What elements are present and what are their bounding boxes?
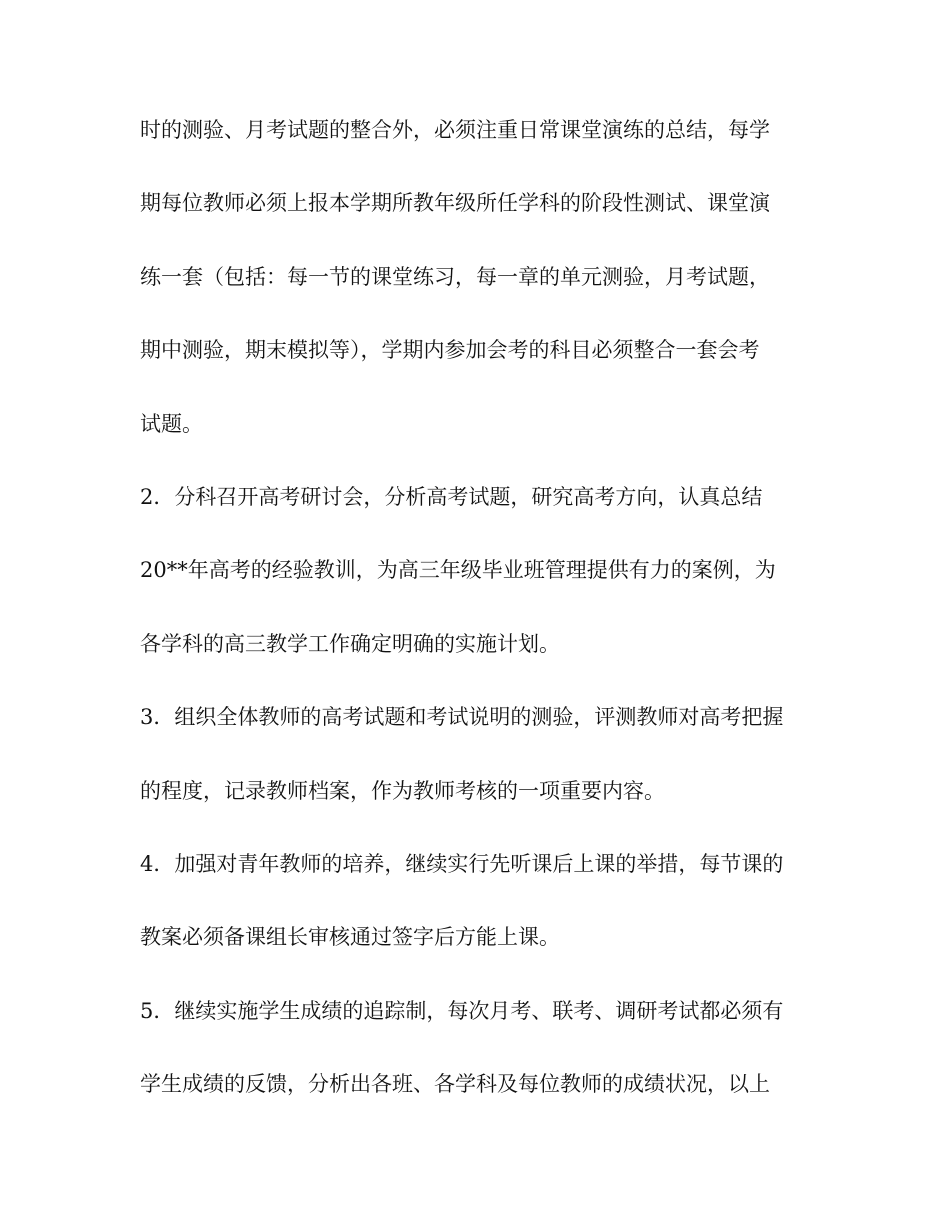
text-line: 期每位教师必须上报本学期所教年级所任学科的阶段性测试、课堂演 [140,191,770,216]
text-line: 练一套（包括：每一节的课堂练习，每一章的单元测验，月考试题， [140,264,770,289]
text-line: 时的测验、月考试题的整合外，必须注重日常课堂演练的总结，每学 [140,118,770,142]
text-line: 5．继续实施学生成绩的追踪制，每次月考、联考、调研考试都必须有 [140,998,784,1023]
text-line: 20**年高考的经验教训，为高三年级毕业班管理提供有力的案例，为 [140,558,776,583]
text-line: 3．组织全体教师的高考试题和考试说明的测验，评测教师对高考把握 [140,705,784,730]
text-line: 期中测验，期末模拟等），学期内参加会考的科目必须整合一套会考 [140,338,760,363]
text-line: 教案必须备课组长审核通过签字后方能上课。 [140,925,560,950]
document-body [140,118,810,1145]
text-line: 4．加强对青年教师的培养，继续实行先听课后上课的举措，每节课的 [140,851,784,876]
text-line: 学生成绩的反馈，分析出各班、各学科及每位教师的成绩状况，以上 [140,1072,770,1097]
text-line: 试题。 [140,411,203,436]
text-line: 各学科的高三教学工作确定明确的实施计划。 [140,631,560,656]
text-line: 2．分科召开高考研讨会，分析高考试题，研究高考方向，认真总结 [140,484,763,509]
text-line: 的程度，记录教师档案，作为教师考核的一项重要内容。 [140,778,665,803]
